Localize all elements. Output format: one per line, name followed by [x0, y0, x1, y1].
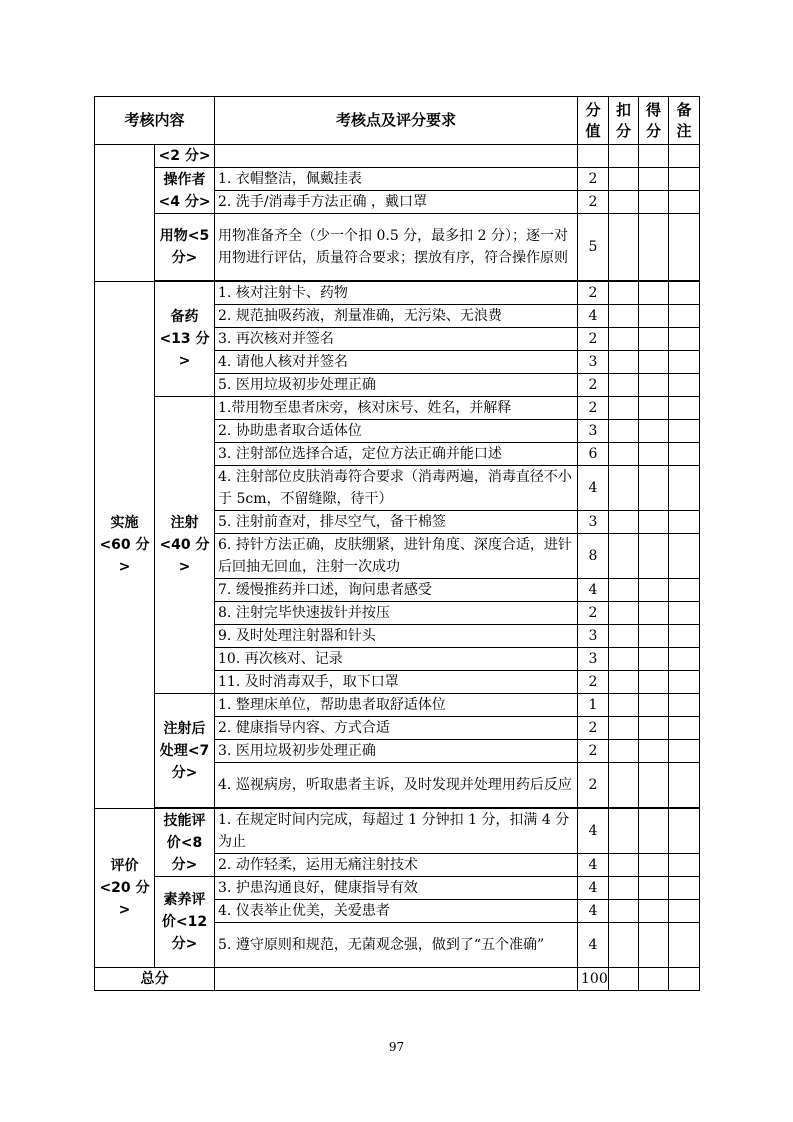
points-cell: 3 [578, 625, 609, 648]
points-cell: 1 [578, 694, 609, 717]
deduct-cell [609, 168, 639, 191]
table-row [95, 282, 700, 305]
earned-cell [639, 900, 669, 923]
deduct-cell [609, 602, 639, 625]
earned-cell [639, 466, 669, 511]
requirement-cell: 4. 巡视病房，听取患者主诉，及时发现并处理用药后反应 [215, 763, 578, 808]
deduct-cell [609, 466, 639, 511]
requirement-cell: 1. 在规定时间内完成，每超过 1 分钟扣 1 分，扣满 4 分为止 [215, 809, 578, 854]
remark-cell [669, 854, 700, 877]
page-number: 97 [388, 1040, 405, 1054]
requirement-cell: 1. 衣帽整洁，佩戴挂表 [215, 168, 578, 191]
earned-cell [639, 923, 669, 968]
remark-cell [669, 809, 700, 854]
requirement-cell: 3. 医用垃圾初步处理正确 [215, 740, 578, 763]
table-row [95, 694, 700, 717]
points-cell: 4 [578, 923, 609, 968]
requirement-cell [215, 145, 578, 168]
deduct-cell [609, 809, 639, 854]
subcategory-skill: 技能评价<8 分> [155, 809, 215, 877]
deduct-cell [609, 443, 639, 466]
deduct-cell [609, 923, 639, 968]
points-cell: 4 [578, 877, 609, 900]
deduct-cell [609, 579, 639, 602]
subcategory-quality: 素养评价<12 分> [155, 877, 215, 968]
remark-cell [669, 168, 700, 191]
earned-cell [639, 305, 669, 328]
points-cell: 2 [578, 397, 609, 420]
remark-cell [669, 351, 700, 374]
earned-cell [639, 763, 669, 808]
remark-cell [669, 282, 700, 305]
points-cell: 2 [578, 740, 609, 763]
remark-cell [669, 328, 700, 351]
subcategory-operator: 操作者<4 分> [155, 168, 215, 214]
points-cell: 2 [578, 168, 609, 191]
earned-cell [639, 328, 669, 351]
table-row [95, 145, 700, 168]
requirement-cell: 7. 缓慢推药并口述，询问患者感受 [215, 579, 578, 602]
points-cell: 3 [578, 511, 609, 534]
remark-cell [669, 534, 700, 579]
requirement-cell: 11. 及时消毒双手，取下口罩 [215, 671, 578, 694]
requirement-cell: 4. 请他人核对并签名 [215, 351, 578, 374]
requirement-cell: 用物准备齐全（少一个扣 0.5 分，最多扣 2 分）；逐一对用物进行评估，质量符合要求；摆放有序，符合操作原则 [215, 214, 578, 281]
points-cell: 2 [578, 328, 609, 351]
requirement-cell: 9. 及时处理注射器和针头 [215, 625, 578, 648]
deduct-cell [609, 625, 639, 648]
earned-cell [639, 648, 669, 671]
points-cell: 4 [578, 305, 609, 328]
earned-cell [639, 579, 669, 602]
requirement-cell: 8. 注射完毕快速拔针并按压 [215, 602, 578, 625]
requirement-cell: 10. 再次核对、记录 [215, 648, 578, 671]
category-evaluation: 评价<20 分> [95, 809, 155, 968]
remark-cell [669, 374, 700, 397]
earned-cell [639, 740, 669, 763]
remark-cell [669, 191, 700, 214]
requirement-cell: 2. 协助患者取合适体位 [215, 420, 578, 443]
header-earned: 得分 [639, 97, 669, 145]
earned-cell [639, 420, 669, 443]
header-content: 考核内容 [95, 97, 215, 145]
remark-cell [669, 900, 700, 923]
deduct-cell [609, 854, 639, 877]
earned-cell [639, 809, 669, 854]
remark-cell [669, 214, 700, 281]
deduct-cell [609, 763, 639, 808]
points-cell: 4 [578, 854, 609, 877]
points-cell: 3 [578, 351, 609, 374]
points-cell: 2 [578, 671, 609, 694]
remark-cell [669, 397, 700, 420]
deduct-cell [609, 648, 639, 671]
remark-cell [669, 420, 700, 443]
remark-cell [669, 511, 700, 534]
remark-cell [669, 694, 700, 717]
subcategory-after: 注射后处理<7 分> [155, 694, 215, 808]
remark-cell [669, 923, 700, 968]
earned-cell [639, 397, 669, 420]
points-cell: 2 [578, 191, 609, 214]
points-cell: 4 [578, 900, 609, 923]
earned-cell [639, 968, 669, 991]
requirement-cell: 2. 规范抽吸药液，剂量准确，无污染、无浪费 [215, 305, 578, 328]
deduct-cell [609, 534, 639, 579]
deduct-cell [609, 877, 639, 900]
deduct-cell [609, 694, 639, 717]
remark-cell [669, 877, 700, 900]
earned-cell [639, 694, 669, 717]
remark-cell [669, 305, 700, 328]
points-cell: 2 [578, 763, 609, 808]
table-row [95, 809, 700, 854]
points-cell [578, 145, 609, 168]
requirement-cell: 3. 护患沟通良好，健康指导有效 [215, 877, 578, 900]
requirement-cell: 3. 注射部位选择合适，定位方法正确并能口述 [215, 443, 578, 466]
requirement-cell: 1.带用物至患者床旁，核对床号、姓名，并解释 [215, 397, 578, 420]
earned-cell [639, 854, 669, 877]
remark-cell [669, 968, 700, 991]
requirement-cell: 2. 健康指导内容、方式合适 [215, 717, 578, 740]
category-implement: 实施<60 分> [95, 282, 155, 809]
header-requirements: 考核点及评分要求 [215, 97, 578, 145]
deduct-cell [609, 397, 639, 420]
points-cell: 3 [578, 648, 609, 671]
earned-cell [639, 877, 669, 900]
remark-cell [669, 740, 700, 763]
remark-cell [669, 717, 700, 740]
requirement-cell [215, 968, 578, 991]
deduct-cell [609, 717, 639, 740]
deduct-cell [609, 351, 639, 374]
requirement-cell: 5. 遵守原则和规范，无菌观念强，做到了“五个准确” [215, 923, 578, 968]
category-prep [95, 145, 155, 282]
requirement-cell: 4. 注射部位皮肤消毒符合要求（消毒两遍，消毒直径不小于 5cm，不留缝隙，待干） [215, 466, 578, 511]
deduct-cell [609, 671, 639, 694]
requirement-cell: 5. 注射前查对，排尽空气，备干棉签 [215, 511, 578, 534]
earned-cell [639, 282, 669, 305]
table-row [95, 397, 700, 420]
table-row [95, 214, 700, 281]
requirement-cell: 4. 仪表举止优美，关爱患者 [215, 900, 578, 923]
earned-cell [639, 145, 669, 168]
header-row [95, 97, 700, 145]
remark-cell [669, 602, 700, 625]
deduct-cell [609, 305, 639, 328]
remark-cell [669, 625, 700, 648]
header-deduct: 扣分 [609, 97, 639, 145]
total-row [95, 968, 700, 991]
points-cell: 2 [578, 717, 609, 740]
deduct-cell [609, 145, 639, 168]
points-cell: 2 [578, 282, 609, 305]
deduct-cell [609, 214, 639, 281]
requirement-cell: 1. 整理床单位，帮助患者取舒适体位 [215, 694, 578, 717]
earned-cell [639, 214, 669, 281]
deduct-cell [609, 374, 639, 397]
earned-cell [639, 602, 669, 625]
earned-cell [639, 374, 669, 397]
subcategory-supplies: 用物<5 分> [155, 214, 215, 281]
deduct-cell [609, 968, 639, 991]
remark-cell [669, 579, 700, 602]
requirement-cell: 3. 再次核对并签名 [215, 328, 578, 351]
total-label: 总分 [95, 968, 215, 991]
subcategory-prep: <2 分> [155, 145, 215, 168]
deduct-cell [609, 328, 639, 351]
deduct-cell [609, 282, 639, 305]
remark-cell [669, 466, 700, 511]
subcategory-medicine: 备药<13 分> [155, 282, 215, 397]
earned-cell [639, 443, 669, 466]
points-cell: 3 [578, 420, 609, 443]
points-cell: 4 [578, 466, 609, 511]
requirement-cell: 1. 核对注射卡、药物 [215, 282, 578, 305]
table-row [95, 168, 700, 191]
requirement-cell: 2. 洗手/消毒手方法正确 ，戴口罩 [215, 191, 578, 214]
earned-cell [639, 511, 669, 534]
requirement-cell: 5. 医用垃圾初步处理正确 [215, 374, 578, 397]
remark-cell [669, 671, 700, 694]
earned-cell [639, 671, 669, 694]
requirement-cell: 2. 动作轻柔，运用无痛注射技术 [215, 854, 578, 877]
table-row [95, 877, 700, 900]
points-cell: 4 [578, 809, 609, 854]
earned-cell [639, 534, 669, 579]
earned-cell [639, 351, 669, 374]
earned-cell [639, 191, 669, 214]
remark-cell [669, 648, 700, 671]
earned-cell [639, 625, 669, 648]
header-score: 分值 [578, 97, 609, 145]
points-cell: 8 [578, 534, 609, 579]
points-cell: 4 [578, 579, 609, 602]
remark-cell [669, 443, 700, 466]
remark-cell [669, 763, 700, 808]
scoring-table [94, 96, 700, 991]
earned-cell [639, 717, 669, 740]
deduct-cell [609, 740, 639, 763]
points-cell: 2 [578, 602, 609, 625]
deduct-cell [609, 420, 639, 443]
total-points: 100 [578, 968, 609, 991]
remark-cell [669, 145, 700, 168]
points-cell: 2 [578, 374, 609, 397]
points-cell: 5 [578, 214, 609, 281]
deduct-cell [609, 191, 639, 214]
earned-cell [639, 168, 669, 191]
header-remark: 备注 [669, 97, 700, 145]
deduct-cell [609, 900, 639, 923]
requirement-cell: 6. 持针方法正确，皮肤绷紧，进针角度、深度合适，进针后回抽无回血，注射一次成功 [215, 534, 578, 579]
deduct-cell [609, 511, 639, 534]
subcategory-injection: 注射<40 分> [155, 397, 215, 694]
points-cell: 6 [578, 443, 609, 466]
